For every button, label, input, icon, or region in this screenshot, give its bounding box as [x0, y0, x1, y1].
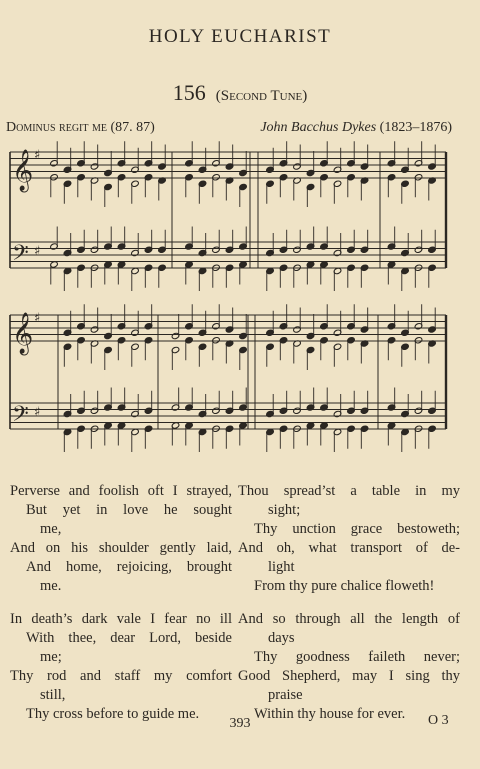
verse-line: praise [268, 687, 303, 703]
stanza [238, 610, 460, 724]
key-signature-sharp-icon: ♯ [34, 148, 41, 163]
verse-line: Thou spread’st a table in my [238, 483, 460, 499]
treble-clef-icon: 𝄞 [12, 313, 34, 354]
verse-column-left [10, 482, 232, 724]
verse-line: days [268, 630, 295, 646]
verse-line: still, [40, 687, 66, 703]
hymn-number: 156 [172, 80, 206, 105]
verse-line: me. [40, 578, 62, 594]
verse-line: light [268, 559, 295, 575]
verse-line: In death’s dark vale I fear no ill [10, 611, 232, 627]
verse-line: me; [40, 649, 62, 665]
verse-line: But yet in love he sought [26, 502, 232, 518]
page-number: 393 [229, 716, 251, 731]
verse-line: sight; [268, 502, 301, 518]
verse-line: Thy rod and staff my comfort [10, 668, 232, 684]
stanza [10, 610, 232, 724]
verse-line: Perverse and foolish oft I strayed, [10, 483, 232, 499]
page-header: HOLY EUCHARIST [148, 26, 332, 47]
composer-name: John Bacchus Dykes [260, 120, 377, 135]
signature-mark: O 3 [428, 713, 449, 728]
verse-column-right [238, 482, 460, 724]
stanza [238, 482, 460, 596]
treble-clef-icon: 𝄞 [12, 150, 34, 191]
verse-line: Thy cross before to guide me. [26, 706, 200, 722]
composer-dates: (1823–1876) [379, 120, 452, 135]
key-signature-sharp-icon: ♯ [34, 311, 41, 326]
verse-line: And on his shoulder gently laid, [10, 540, 232, 556]
verse-line: From thy pure chalice floweth! [254, 578, 435, 594]
verse-line: Thy unction grace bestoweth; [254, 521, 460, 537]
bass-clef-icon: 𝄢 [12, 402, 29, 432]
tune-meter: Dominus regit me (87. 87) [6, 120, 155, 135]
verse-line: Within thy house for ever. [254, 706, 406, 722]
tune-name: (Second Tune) [215, 88, 308, 104]
verse-line: And oh, what transport of de- [238, 540, 460, 556]
verse-line: With thee, dear Lord, beside [26, 630, 232, 646]
verse-line: And home, rejoicing, brought [26, 559, 232, 575]
verse-line: me, [40, 521, 62, 537]
key-signature-sharp-icon: ♯ [34, 405, 41, 420]
verse-line: And so through all the length of [238, 611, 460, 627]
stanza [10, 482, 232, 596]
verse-line: Good Shepherd, may I sing thy [238, 668, 460, 684]
verse-line: Thy goodness faileth never; [254, 649, 460, 665]
key-signature-sharp-icon: ♯ [34, 244, 41, 259]
bass-clef-icon: 𝄢 [12, 241, 29, 271]
